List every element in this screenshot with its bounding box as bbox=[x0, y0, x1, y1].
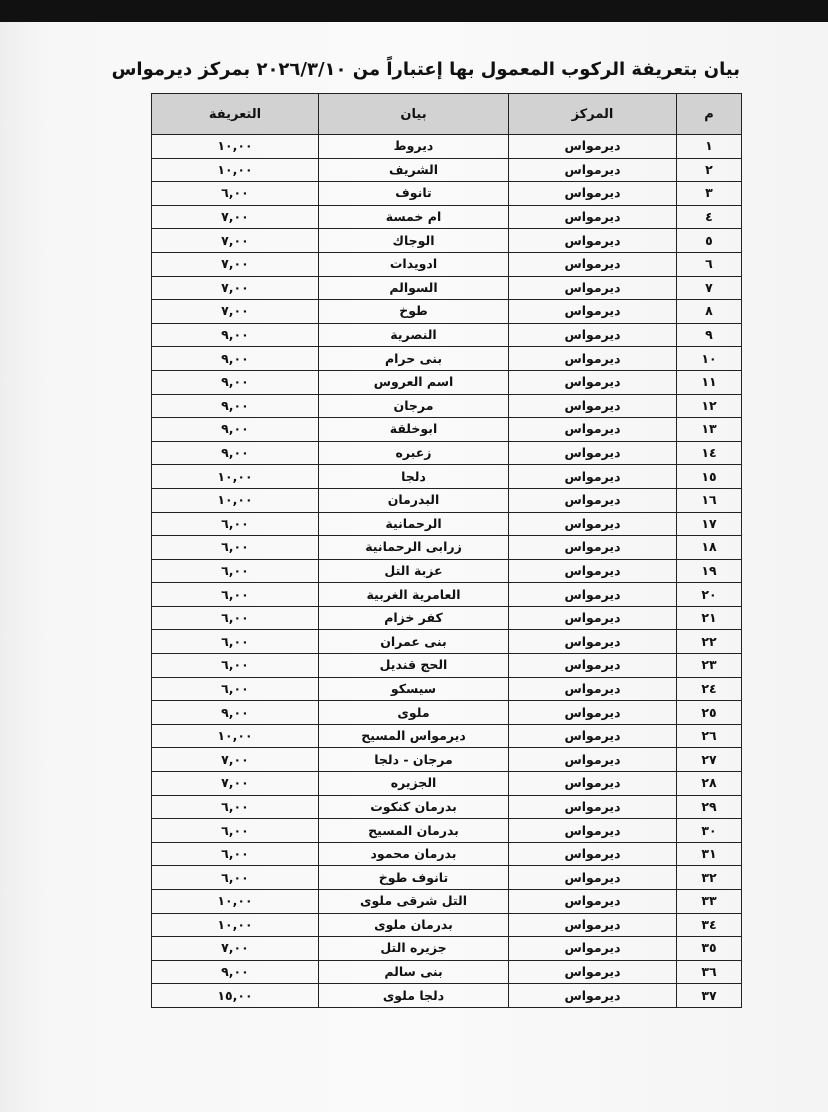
table-row bbox=[152, 135, 742, 159]
cell-statement: مرجان bbox=[319, 394, 509, 418]
cell-num: ٢٣ bbox=[677, 654, 742, 678]
cell-statement: العامرية الغربية bbox=[319, 583, 509, 607]
cell-num: ١٠ bbox=[677, 347, 742, 371]
cell-center: ديرمواس bbox=[509, 182, 677, 206]
cell-center: ديرمواس bbox=[509, 606, 677, 630]
cell-center: ديرمواس bbox=[509, 819, 677, 843]
cell-num: ١٢ bbox=[677, 394, 742, 418]
cell-statement: بنى عمران bbox=[319, 630, 509, 654]
cell-center: ديرمواس bbox=[509, 276, 677, 300]
cell-statement: السوالم bbox=[319, 276, 509, 300]
cell-num: ١ bbox=[677, 135, 742, 159]
cell-statement: بدرمان المسيح bbox=[319, 819, 509, 843]
cell-num: ٢ bbox=[677, 158, 742, 182]
cell-num: ٣٦ bbox=[677, 960, 742, 984]
cell-center: ديرمواس bbox=[509, 842, 677, 866]
cell-num: ١٩ bbox=[677, 559, 742, 583]
cell-num: ١٧ bbox=[677, 512, 742, 536]
table-row bbox=[152, 512, 742, 536]
cell-statement: تانوف طوخ bbox=[319, 866, 509, 890]
cell-num: ٢٩ bbox=[677, 795, 742, 819]
cell-statement: ديروط bbox=[319, 135, 509, 159]
cell-statement: ابوخلقة bbox=[319, 418, 509, 442]
table-row bbox=[152, 960, 742, 984]
cell-fare: ١٠,٠٠ bbox=[152, 465, 319, 489]
cell-fare: ٩,٠٠ bbox=[152, 418, 319, 442]
cell-fare: ٦,٠٠ bbox=[152, 182, 319, 206]
top-bar bbox=[0, 0, 828, 22]
cell-center: ديرمواس bbox=[509, 536, 677, 560]
cell-fare: ٦,٠٠ bbox=[152, 583, 319, 607]
cell-fare: ٩,٠٠ bbox=[152, 370, 319, 394]
table-row bbox=[152, 276, 742, 300]
cell-num: ٩ bbox=[677, 323, 742, 347]
cell-num: ١٣ bbox=[677, 418, 742, 442]
cell-statement: عزبة التل bbox=[319, 559, 509, 583]
cell-center: ديرمواس bbox=[509, 583, 677, 607]
cell-statement: مرجان - دلجا bbox=[319, 748, 509, 772]
table-row bbox=[152, 536, 742, 560]
cell-statement: دلجا ملوى bbox=[319, 984, 509, 1008]
cell-center: ديرمواس bbox=[509, 654, 677, 678]
cell-num: ٣٤ bbox=[677, 913, 742, 937]
table-row bbox=[152, 300, 742, 324]
cell-fare: ٦,٠٠ bbox=[152, 819, 319, 843]
table-row bbox=[152, 913, 742, 937]
cell-fare: ١٠,٠٠ bbox=[152, 913, 319, 937]
table-row bbox=[152, 583, 742, 607]
document-title: بيان بتعريفة الركوب المعمول بها إعتباراً من ٢٠٢٦/٣/١٠ بمركز ديرمواس bbox=[111, 59, 740, 80]
cell-num: ٢٨ bbox=[677, 772, 742, 796]
cell-num: ٢٥ bbox=[677, 701, 742, 725]
cell-statement: الوجاك bbox=[319, 229, 509, 253]
table-row bbox=[152, 229, 742, 253]
cell-num: ٦ bbox=[677, 252, 742, 276]
header-center: المركز bbox=[509, 94, 677, 135]
cell-num: ٣١ bbox=[677, 842, 742, 866]
cell-statement: تانوف bbox=[319, 182, 509, 206]
table-row bbox=[152, 370, 742, 394]
cell-center: ديرمواس bbox=[509, 866, 677, 890]
table-row bbox=[152, 205, 742, 229]
cell-center: ديرمواس bbox=[509, 937, 677, 961]
cell-num: ١٥ bbox=[677, 465, 742, 489]
cell-statement: الجزيره bbox=[319, 772, 509, 796]
cell-center: ديرمواس bbox=[509, 960, 677, 984]
cell-fare: ١٠,٠٠ bbox=[152, 890, 319, 914]
cell-fare: ٦,٠٠ bbox=[152, 512, 319, 536]
cell-center: ديرمواس bbox=[509, 300, 677, 324]
cell-statement: ملوى bbox=[319, 701, 509, 725]
table-row bbox=[152, 866, 742, 890]
table-header-row bbox=[152, 94, 742, 135]
cell-center: ديرمواس bbox=[509, 748, 677, 772]
cell-center: ديرمواس bbox=[509, 418, 677, 442]
cell-statement: بدرمان كنكوت bbox=[319, 795, 509, 819]
cell-center: ديرمواس bbox=[509, 370, 677, 394]
table-row bbox=[152, 418, 742, 442]
cell-fare: ١٥,٠٠ bbox=[152, 984, 319, 1008]
cell-num: ٧ bbox=[677, 276, 742, 300]
cell-fare: ٧,٠٠ bbox=[152, 229, 319, 253]
cell-fare: ١٠,٠٠ bbox=[152, 724, 319, 748]
cell-statement: بدرمان محمود bbox=[319, 842, 509, 866]
cell-center: ديرمواس bbox=[509, 701, 677, 725]
table-row bbox=[152, 724, 742, 748]
table-row bbox=[152, 182, 742, 206]
cell-center: ديرمواس bbox=[509, 441, 677, 465]
cell-center: ديرمواس bbox=[509, 795, 677, 819]
cell-fare: ٦,٠٠ bbox=[152, 536, 319, 560]
cell-num: ٢٠ bbox=[677, 583, 742, 607]
cell-num: ٢٢ bbox=[677, 630, 742, 654]
cell-center: ديرمواس bbox=[509, 984, 677, 1008]
cell-fare: ١٠,٠٠ bbox=[152, 488, 319, 512]
cell-num: ٣ bbox=[677, 182, 742, 206]
table-row bbox=[152, 630, 742, 654]
cell-fare: ٩,٠٠ bbox=[152, 960, 319, 984]
cell-center: ديرمواس bbox=[509, 158, 677, 182]
cell-num: ٢٧ bbox=[677, 748, 742, 772]
cell-num: ٨ bbox=[677, 300, 742, 324]
fare-table bbox=[151, 93, 742, 1008]
cell-fare: ٦,٠٠ bbox=[152, 606, 319, 630]
cell-fare: ٧,٠٠ bbox=[152, 300, 319, 324]
cell-fare: ٩,٠٠ bbox=[152, 323, 319, 347]
cell-center: ديرمواس bbox=[509, 890, 677, 914]
cell-num: ٣٠ bbox=[677, 819, 742, 843]
cell-statement: دلجا bbox=[319, 465, 509, 489]
cell-fare: ٦,٠٠ bbox=[152, 654, 319, 678]
cell-fare: ٧,٠٠ bbox=[152, 772, 319, 796]
cell-num: ١٤ bbox=[677, 441, 742, 465]
table-row bbox=[152, 772, 742, 796]
table-row bbox=[152, 394, 742, 418]
cell-num: ٤ bbox=[677, 205, 742, 229]
cell-center: ديرمواس bbox=[509, 512, 677, 536]
cell-statement: التل شرقى ملوى bbox=[319, 890, 509, 914]
cell-center: ديرمواس bbox=[509, 913, 677, 937]
cell-center: ديرمواس bbox=[509, 229, 677, 253]
cell-num: ١٨ bbox=[677, 536, 742, 560]
cell-num: ٢٦ bbox=[677, 724, 742, 748]
cell-fare: ٦,٠٠ bbox=[152, 630, 319, 654]
cell-center: ديرمواس bbox=[509, 559, 677, 583]
cell-center: ديرمواس bbox=[509, 465, 677, 489]
cell-fare: ٩,٠٠ bbox=[152, 394, 319, 418]
cell-center: ديرمواس bbox=[509, 394, 677, 418]
cell-num: ٣٣ bbox=[677, 890, 742, 914]
header-statement: بيان bbox=[319, 94, 509, 135]
cell-fare: ٦,٠٠ bbox=[152, 842, 319, 866]
cell-fare: ٧,٠٠ bbox=[152, 937, 319, 961]
cell-center: ديرمواس bbox=[509, 135, 677, 159]
cell-num: ٣٢ bbox=[677, 866, 742, 890]
cell-fare: ٦,٠٠ bbox=[152, 677, 319, 701]
table-row bbox=[152, 559, 742, 583]
cell-statement: الرحمانية bbox=[319, 512, 509, 536]
cell-statement: ديرمواس المسيح bbox=[319, 724, 509, 748]
table-row bbox=[152, 795, 742, 819]
cell-num: ٥ bbox=[677, 229, 742, 253]
cell-statement: طوخ bbox=[319, 300, 509, 324]
cell-num: ٣٥ bbox=[677, 937, 742, 961]
cell-statement: بدرمان ملوى bbox=[319, 913, 509, 937]
table-row bbox=[152, 677, 742, 701]
table-row bbox=[152, 488, 742, 512]
cell-statement: ام خمسة bbox=[319, 205, 509, 229]
table-row bbox=[152, 890, 742, 914]
cell-fare: ٩,٠٠ bbox=[152, 347, 319, 371]
cell-statement: اسم العروس bbox=[319, 370, 509, 394]
cell-fare: ٧,٠٠ bbox=[152, 748, 319, 772]
table-row bbox=[152, 654, 742, 678]
cell-center: ديرمواس bbox=[509, 323, 677, 347]
cell-num: ٣٧ bbox=[677, 984, 742, 1008]
cell-num: ١١ bbox=[677, 370, 742, 394]
table-row bbox=[152, 441, 742, 465]
cell-statement: بنى حرام bbox=[319, 347, 509, 371]
cell-statement: جزيره التل bbox=[319, 937, 509, 961]
header-num: م bbox=[677, 94, 742, 135]
cell-statement: سيسكو bbox=[319, 677, 509, 701]
table-row bbox=[152, 347, 742, 371]
cell-statement: الشريف bbox=[319, 158, 509, 182]
table-row bbox=[152, 701, 742, 725]
cell-center: ديرمواس bbox=[509, 630, 677, 654]
cell-fare: ١٠,٠٠ bbox=[152, 158, 319, 182]
cell-num: ١٦ bbox=[677, 488, 742, 512]
table-row bbox=[152, 748, 742, 772]
cell-fare: ٩,٠٠ bbox=[152, 701, 319, 725]
cell-center: ديرمواس bbox=[509, 677, 677, 701]
cell-center: ديرمواس bbox=[509, 252, 677, 276]
cell-statement: بنى سالم bbox=[319, 960, 509, 984]
table-row bbox=[152, 937, 742, 961]
cell-num: ٢٤ bbox=[677, 677, 742, 701]
cell-statement: الحج قنديل bbox=[319, 654, 509, 678]
table-row bbox=[152, 323, 742, 347]
cell-fare: ٦,٠٠ bbox=[152, 559, 319, 583]
cell-fare: ٧,٠٠ bbox=[152, 252, 319, 276]
cell-fare: ٩,٠٠ bbox=[152, 441, 319, 465]
table-row bbox=[152, 984, 742, 1008]
table-row bbox=[152, 606, 742, 630]
cell-statement: كفر خزام bbox=[319, 606, 509, 630]
table-row bbox=[152, 465, 742, 489]
table-row bbox=[152, 819, 742, 843]
table-row bbox=[152, 252, 742, 276]
cell-statement: البدرمان bbox=[319, 488, 509, 512]
cell-statement: ادويدات bbox=[319, 252, 509, 276]
cell-center: ديرمواس bbox=[509, 205, 677, 229]
cell-statement: زرابى الرحمانية bbox=[319, 536, 509, 560]
cell-statement: زعبره bbox=[319, 441, 509, 465]
cell-fare: ٧,٠٠ bbox=[152, 205, 319, 229]
cell-fare: ٦,٠٠ bbox=[152, 866, 319, 890]
table-row bbox=[152, 158, 742, 182]
cell-center: ديرمواس bbox=[509, 347, 677, 371]
cell-center: ديرمواس bbox=[509, 772, 677, 796]
cell-fare: ١٠,٠٠ bbox=[152, 135, 319, 159]
cell-center: ديرمواس bbox=[509, 724, 677, 748]
cell-center: ديرمواس bbox=[509, 488, 677, 512]
header-fare: التعريفة bbox=[152, 94, 319, 135]
cell-statement: النصرية bbox=[319, 323, 509, 347]
cell-fare: ٦,٠٠ bbox=[152, 795, 319, 819]
table-row bbox=[152, 842, 742, 866]
cell-num: ٢١ bbox=[677, 606, 742, 630]
cell-fare: ٧,٠٠ bbox=[152, 276, 319, 300]
